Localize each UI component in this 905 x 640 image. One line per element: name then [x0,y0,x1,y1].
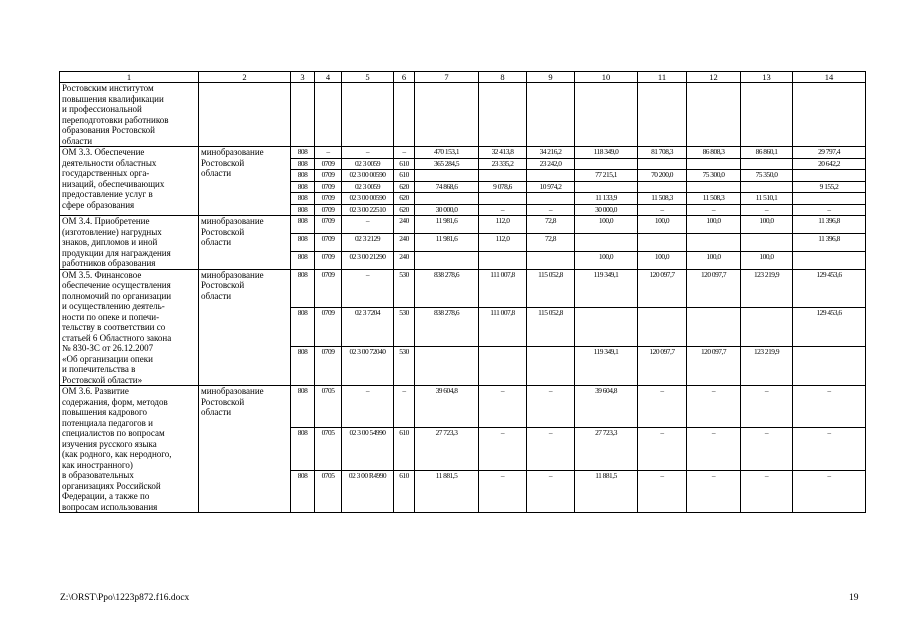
description-line: «Об организации опеки [62,353,153,364]
footer-file-path: Z:\ORST\Ppo\1223p872.f16.docx [60,593,190,603]
value-cell: – [687,470,741,512]
value-cell: 02 3 00 72040 [342,347,394,386]
empty-cell [687,83,741,147]
value-cell: 75 300,0 [687,170,741,182]
value-cell: 115 052,8 [527,308,575,347]
header-row [60,72,866,83]
value-cell: 11 508,3 [638,193,687,205]
value-cell: – [394,386,415,428]
value-cell [793,347,866,386]
description-line: работников образования [62,258,156,268]
value-cell: 119 349,1 [575,347,638,386]
description-line: ОМ 3.6. Развитие [62,386,129,396]
value-cell [793,251,866,269]
executor-line: Ростовской [201,226,245,237]
value-cell [638,233,687,251]
responsible-executor [199,216,291,270]
value-cell: 112,0 [479,233,527,251]
empty-cell [291,83,315,147]
value-cell [527,170,575,182]
description-line: специалистов по вопросам [62,428,165,438]
responsible-executor [199,83,291,147]
col-header-4: 4 [315,72,342,83]
value-cell [741,158,793,170]
value-cell: 365 284,5 [415,158,479,170]
executor-line: Ростовской [201,157,245,168]
description-line: государственных орга- [62,168,150,178]
value-cell: 111 007,8 [479,269,527,308]
value-cell: 808 [291,158,315,170]
value-cell: – [394,147,415,159]
value-cell: 808 [291,233,315,251]
col-header-10: 10 [575,72,638,83]
value-cell: 0709 [315,181,342,193]
value-cell [741,181,793,193]
value-cell: 0709 [315,308,342,347]
value-cell: – [342,147,394,159]
description-line: предоставление услуг в [62,189,153,199]
value-cell: – [527,470,575,512]
value-cell [638,181,687,193]
value-cell: 240 [394,251,415,269]
value-cell: – [741,204,793,216]
value-cell: 70 200,0 [638,170,687,182]
description-line: потенциала педагогов и [62,417,153,428]
value-cell: 112,0 [479,216,527,234]
value-cell: 808 [291,308,315,347]
value-cell: 39 604,8 [575,386,638,428]
value-cell: 75 350,0 [741,170,793,182]
description-line: ности по опеке и попечи- [62,311,160,322]
value-cell: 0705 [315,470,342,512]
value-cell: 129 453,6 [793,269,866,308]
value-cell: 0709 [315,204,342,216]
value-cell: 11 881,5 [415,470,479,512]
value-cell: 0709 [315,158,342,170]
description-line: организациях Российской [62,480,161,491]
description-line: как иностранного) [62,459,133,470]
description-line: обеспечение осуществления [62,280,171,290]
description-line: низаций, обеспечивающих [62,178,165,189]
value-cell: 100,0 [638,251,687,269]
value-cell: – [741,428,793,470]
value-cell: – [315,147,342,159]
value-cell: 11 981,6 [415,233,479,251]
col-header-5: 5 [342,72,394,83]
value-cell: 808 [291,251,315,269]
measure-description [60,386,199,513]
value-cell: 02 3 00 54990 [342,428,394,470]
col-header-7: 7 [415,72,479,83]
value-cell: 86 860,1 [741,147,793,159]
value-cell: 530 [394,347,415,386]
value-cell: 11 133,9 [575,193,638,205]
table-row [60,147,866,159]
value-cell: 9 155,2 [793,181,866,193]
value-cell [687,181,741,193]
description-line: ОМ 3.5. Финансовое [62,269,142,280]
value-cell: 100,0 [687,216,741,234]
description-line: Ростовской области» [62,374,143,385]
description-line: ОМ 3.4. Приобретение [62,216,150,226]
value-cell: 72,8 [527,216,575,234]
value-cell: 838 278,6 [415,308,479,347]
value-cell: 808 [291,216,315,234]
value-cell: 02 3 00 22510 [342,204,394,216]
col-header-9: 9 [527,72,575,83]
value-cell: 808 [291,269,315,308]
value-cell [575,181,638,193]
value-cell [793,193,866,205]
description-line: образования Ростовской [62,125,155,135]
table-body [60,72,866,513]
value-cell: 100,0 [575,251,638,269]
value-cell: – [527,204,575,216]
responsible-executor [199,386,291,513]
value-cell: 02 3 0059 [342,158,394,170]
value-cell: – [479,204,527,216]
executor-line: области [201,168,232,178]
value-cell: 120 097,7 [687,347,741,386]
value-cell [575,308,638,347]
empty-cell [315,83,342,147]
value-cell: 9 078,6 [479,181,527,193]
description-line: тельству в соответствии со [62,322,166,332]
value-cell: 100,0 [687,251,741,269]
description-line: повышения квалификации [62,93,164,104]
value-cell: – [479,470,527,512]
empty-cell [793,83,866,147]
value-cell: – [342,269,394,308]
value-cell: – [638,386,687,428]
value-cell [415,193,479,205]
value-cell: 74 868,6 [415,181,479,193]
col-header-6: 6 [394,72,415,83]
col-header-1: 1 [60,72,199,83]
value-cell [638,158,687,170]
description-line: повышения кадрового [62,407,148,417]
responsible-executor [199,269,291,386]
description-line: продукции для награждения [62,247,171,258]
description-line: содержания, форм, методов [62,396,168,407]
value-cell: 100,0 [638,216,687,234]
value-cell: 0709 [315,347,342,386]
col-header-2: 2 [199,72,291,83]
value-cell: 27 723,3 [575,428,638,470]
value-cell [527,347,575,386]
value-cell [638,308,687,347]
description-line: в образовательных [62,470,134,480]
value-cell: – [638,428,687,470]
value-cell: 02 3 00 21290 [342,251,394,269]
value-cell: – [638,470,687,512]
value-cell: 100,0 [575,216,638,234]
value-cell [479,347,527,386]
value-cell: 470 153,1 [415,147,479,159]
value-cell [479,193,527,205]
value-cell: – [793,386,866,428]
description-line: знаков, дипломов и иной [62,237,158,247]
value-cell: 02 3 00 00590 [342,170,394,182]
value-cell: 123 219,9 [741,269,793,308]
value-cell: 610 [394,158,415,170]
value-cell: 808 [291,470,315,512]
value-cell: 20 642,2 [793,158,866,170]
value-cell: 02 3 2129 [342,233,394,251]
value-cell: 0709 [315,251,342,269]
value-cell: – [687,428,741,470]
value-cell [527,251,575,269]
description-line: (изготовление) нагрудных [62,226,162,237]
measure-description [60,216,199,270]
value-cell: 02 3 0059 [342,181,394,193]
value-cell: 11 510,1 [741,193,793,205]
description-line: ОМ 3.3. Обеспечение [62,147,145,157]
value-cell: 11 981,6 [415,216,479,234]
value-cell: 0709 [315,216,342,234]
description-line: полномочий по организации [62,290,172,301]
col-header-3: 3 [291,72,315,83]
value-cell [687,158,741,170]
empty-cell [479,83,527,147]
value-cell: 32 413,8 [479,147,527,159]
empty-cell [575,83,638,147]
value-cell: 808 [291,347,315,386]
table-row [60,269,866,308]
value-cell [575,233,638,251]
value-cell: 0705 [315,428,342,470]
value-cell: 81 708,3 [638,147,687,159]
col-header-11: 11 [638,72,687,83]
value-cell: 123 219,9 [741,347,793,386]
value-cell: 11 396,8 [793,216,866,234]
description-line: Ростовским институтом [62,83,154,93]
value-cell: 808 [291,386,315,428]
description-line: деятельности областных [62,157,157,168]
measure-description [60,83,199,147]
value-cell: – [687,204,741,216]
executor-line: минобразование [201,386,264,396]
value-cell: – [793,428,866,470]
table-row [60,216,866,234]
description-line: статьей 6 Областного закона [62,332,172,343]
value-cell: 808 [291,193,315,205]
value-cell: – [527,386,575,428]
value-cell: 29 797,4 [793,147,866,159]
value-cell: 11 508,3 [687,193,741,205]
measure-description [60,147,199,216]
value-cell: 118 349,0 [575,147,638,159]
empty-cell [741,83,793,147]
value-cell: 808 [291,170,315,182]
budget-table [59,71,866,513]
value-cell: – [638,204,687,216]
value-cell: 120 097,7 [687,269,741,308]
description-line: и осуществлению деятель- [62,301,165,311]
executor-line: Ростовской [201,396,245,407]
value-cell: 808 [291,204,315,216]
description-line: сфере образования [62,199,135,210]
value-cell: 115 052,8 [527,269,575,308]
value-cell [415,251,479,269]
executor-line: Ростовской [201,280,245,290]
value-cell: 02 3 7204 [342,308,394,347]
measure-description [60,269,199,386]
executor-line: минобразование [201,269,264,280]
col-header-13: 13 [741,72,793,83]
description-line: № 830-ЗС от 26.12.2007 [62,343,154,353]
empty-cell [342,83,394,147]
value-cell: 0705 [315,386,342,428]
empty-cell [638,83,687,147]
value-cell: 610 [394,470,415,512]
description-line: вопросам использования [62,501,158,512]
value-cell: 119 349,1 [575,269,638,308]
value-cell: 39 604,8 [415,386,479,428]
description-line: (как родного, как неродного, [62,449,172,459]
value-cell: 808 [291,428,315,470]
value-cell: – [687,386,741,428]
value-cell: 129 453,6 [793,308,866,347]
value-cell: 530 [394,269,415,308]
col-header-14: 14 [793,72,866,83]
table-row [60,386,866,428]
value-cell: – [741,386,793,428]
executor-line: области [201,290,232,301]
description-line: области [62,135,93,146]
value-cell: – [479,386,527,428]
value-cell [687,308,741,347]
value-cell: 27 723,3 [415,428,479,470]
value-cell: 838 278,6 [415,269,479,308]
executor-line: минобразование [201,147,264,157]
value-cell: – [793,470,866,512]
value-cell: 808 [291,147,315,159]
value-cell: 11 881,5 [575,470,638,512]
value-cell: – [342,216,394,234]
value-cell [415,170,479,182]
description-line: изучения русского языка [62,438,157,449]
value-cell: – [479,428,527,470]
value-cell: 100,0 [741,251,793,269]
value-cell: 240 [394,216,415,234]
value-cell: 620 [394,204,415,216]
value-cell: 120 097,7 [638,347,687,386]
description-line: и попечительства в [62,364,136,374]
empty-cell [394,83,415,147]
value-cell: 11 396,8 [793,233,866,251]
description-line: переподготовки работников [62,114,169,125]
value-cell: – [342,386,394,428]
value-cell: 23 335,2 [479,158,527,170]
value-cell [479,170,527,182]
empty-cell [527,83,575,147]
page-number: 19 [849,593,859,603]
value-cell [741,233,793,251]
responsible-executor [199,147,291,216]
value-cell: 111 007,8 [479,308,527,347]
value-cell: 02 3 00 00590 [342,193,394,205]
value-cell: 620 [394,181,415,193]
value-cell: 620 [394,193,415,205]
empty-cell [415,83,479,147]
value-cell [687,233,741,251]
value-cell: 0709 [315,269,342,308]
executor-line: минобразование [201,216,264,226]
value-cell: 120 097,7 [638,269,687,308]
value-cell [793,170,866,182]
value-cell: 610 [394,428,415,470]
value-cell: – [527,428,575,470]
value-cell: 808 [291,181,315,193]
value-cell [575,158,638,170]
executor-line: области [201,237,232,247]
value-cell: 100,0 [741,216,793,234]
value-cell: 30 000,0 [415,204,479,216]
value-cell: 530 [394,308,415,347]
description-line: и профессиональной [62,104,142,114]
value-cell [415,347,479,386]
value-cell: 72,8 [527,233,575,251]
value-cell [741,308,793,347]
value-cell: 02 3 00 R4990 [342,470,394,512]
value-cell: – [793,204,866,216]
value-cell: 77 215,1 [575,170,638,182]
value-cell: 0709 [315,233,342,251]
executor-line: области [201,407,232,417]
table-row [60,83,866,147]
value-cell: 34 216,2 [527,147,575,159]
col-header-12: 12 [687,72,741,83]
value-cell [479,251,527,269]
value-cell: 10 974,2 [527,181,575,193]
value-cell: 610 [394,170,415,182]
description-line: Федерации, а также по [62,491,150,501]
value-cell: 240 [394,233,415,251]
value-cell: 30 000,0 [575,204,638,216]
value-cell: 0709 [315,193,342,205]
value-cell: 23 242,0 [527,158,575,170]
value-cell: 86 808,3 [687,147,741,159]
value-cell: – [741,470,793,512]
col-header-8: 8 [479,72,527,83]
value-cell: 0709 [315,170,342,182]
value-cell [527,193,575,205]
